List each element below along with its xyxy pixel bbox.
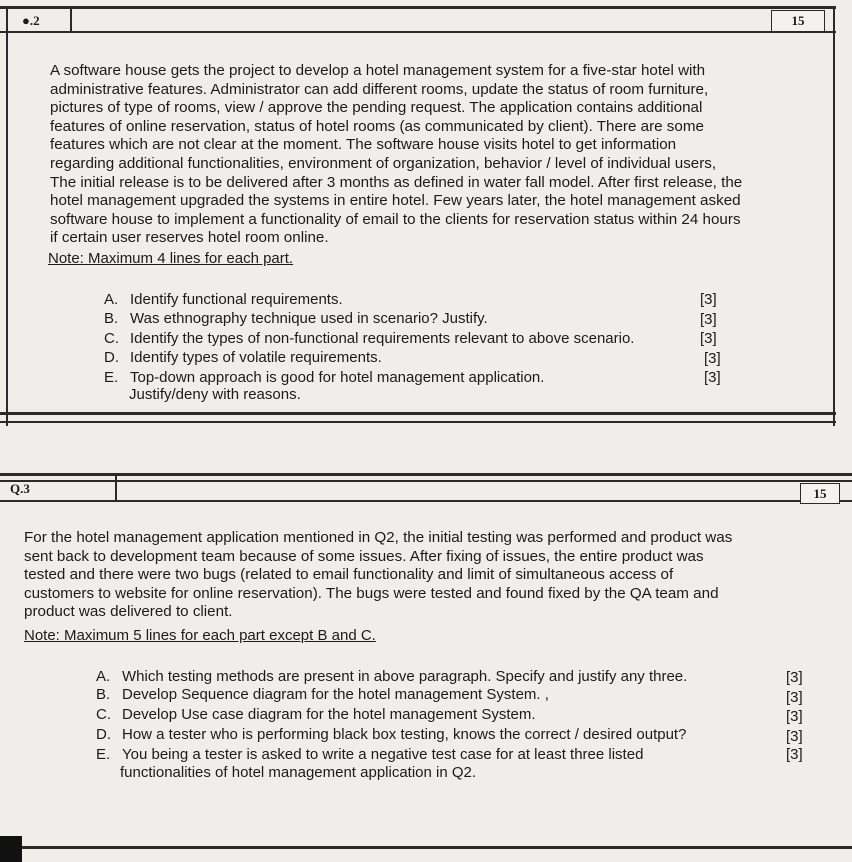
q3-part-b-text: Develop Sequence diagram for the hotel management System. , — [122, 686, 549, 703]
q2-part-b — [104, 310, 488, 327]
q3-part-d-text: How a tester who is performing black box testing, knows the correct / desired output? — [122, 726, 687, 743]
q2-note: Note: Maximum 4 lines for each part. — [48, 250, 294, 267]
q2-line-6: regarding additional functionalities, environment of organization, behavior / level of individual users, — [50, 154, 717, 172]
q2-right-border — [833, 6, 835, 426]
q2-part-d-letter: D. — [104, 349, 119, 366]
q3-part-c-mark: [3] — [786, 708, 803, 725]
q3-part-c-letter: C. — [96, 706, 111, 723]
q3-part-e — [96, 746, 643, 763]
q2-top-border — [0, 6, 836, 9]
q3-line-5: product was delivered to client. — [24, 603, 233, 621]
q3-bottom-border — [0, 846, 852, 849]
q3-line-1: For the hotel management application mentioned in Q2, the initial testing was performed and product was — [24, 529, 733, 546]
q2-part-e-letter: E. — [104, 369, 119, 386]
q3-marks: 15 — [800, 483, 840, 504]
q3-part-b-letter: B. — [96, 686, 111, 703]
q2-left-border — [6, 6, 8, 426]
q3-part-a-text: Which testing methods are present in above paragraph. Specify and justify any three. — [122, 668, 688, 685]
q2-line-3: pictures of type of rooms, view / approve the pending request. The application contains additional — [50, 99, 703, 117]
q3-part-d — [96, 726, 686, 743]
q2-marks: 15 — [771, 10, 825, 32]
q2-part-d-mark: [3] — [704, 350, 721, 367]
q2-line-7: The initial release is to be delivered after 3 months as defined in water fall model. After first release, the — [50, 173, 743, 191]
q2-line-9: software house to implement a functionality of email to the clients for reservation status within 24 hours — [50, 210, 741, 228]
q2-part-c-letter: C. — [104, 330, 119, 347]
q2-line-4: features of online reservation, status of hotel rooms (as communicated by client). There are some — [50, 117, 704, 135]
q2-bottom-border — [0, 412, 836, 415]
q2-bottom-border-2 — [0, 421, 836, 423]
q3-scenario — [24, 529, 832, 622]
q3-part-d-mark: [3] — [786, 728, 803, 745]
q3-part-d-letter: D. — [96, 726, 111, 743]
q2-scenario — [50, 62, 822, 248]
q2-part-c — [104, 330, 634, 347]
q3-part-c-text: Develop Use case diagram for the hotel management System. — [122, 706, 536, 723]
q3-part-b-mark: [3] — [786, 689, 803, 706]
q3-part-a-letter: A. — [96, 668, 111, 685]
q2-part-e — [104, 369, 544, 386]
q2-line-2: administrative features. Administrator can add different rooms, update the status of room furniture, — [50, 80, 709, 98]
q2-line-8: hotel management upgraded the systems in entire hotel. Few years later, the hotel management asked — [50, 192, 741, 210]
q2-part-a-text: Identify functional requirements. — [130, 291, 343, 308]
q2-label-divider — [70, 8, 72, 32]
q3-note: Note: Maximum 5 lines for each part except B and C. — [24, 627, 376, 644]
q2-line-1: A software house gets the project to develop a hotel management system for a five-star hotel with — [50, 62, 706, 79]
q3-part-a-mark: [3] — [786, 669, 803, 686]
q2-part-b-letter: B. — [104, 310, 119, 327]
q2-header-bottom-border — [0, 31, 836, 33]
q2-part-a-letter: A. — [104, 291, 119, 308]
q2-part-e-text: Top-down approach is good for hotel management application. — [130, 369, 545, 386]
q2-part-a-mark: [3] — [700, 291, 717, 308]
q3-part-a — [96, 668, 687, 685]
q3-part-e-text: You being a tester is asked to write a negative test case for at least three listed — [122, 746, 644, 763]
q3-label: Q.3 — [10, 481, 30, 496]
q3-line-2: sent back to development team because of some issues. After fixing of issues, the entire product was — [24, 547, 704, 565]
q2-part-a — [104, 291, 343, 308]
q3-part-c — [96, 706, 536, 723]
q3-part-b — [96, 686, 549, 703]
q2-part-e-mark: [3] — [704, 369, 721, 386]
q2-part-c-mark: [3] — [700, 330, 717, 347]
q2-part-d — [104, 349, 382, 366]
q3-label-divider — [115, 476, 117, 500]
q3-line-4: customers to website for online reservation). The bugs were tested and found fixed by the QA team and — [24, 584, 719, 602]
q2-label: ●.2 — [22, 13, 40, 28]
q3-line-3: tested and there were two bugs (related to email functionality and limit of simultaneous access of — [24, 566, 674, 584]
q2-part-b-text: Was ethnography technique used in scenario? Justify. — [130, 310, 488, 327]
q3-label-row-border — [0, 480, 852, 482]
q2-part-b-mark: [3] — [700, 311, 717, 328]
q3-part-e-continuation: functionalities of hotel management application in Q2. — [120, 764, 477, 781]
q2-part-c-text: Identify the types of non-functional requirements relevant to above scenario. — [130, 330, 635, 347]
q2-line-10: if certain user reserves hotel room online. — [50, 229, 329, 247]
q3-part-e-mark: [3] — [786, 746, 803, 763]
q3-top-border — [0, 473, 852, 476]
q2-line-5: features which are not clear at the moment. The software house visits hotel to get information — [50, 136, 677, 154]
q2-part-e-continuation: Justify/deny with reasons. — [129, 386, 301, 403]
q3-header-bottom-border — [0, 500, 852, 502]
q3-part-e-letter: E. — [96, 746, 111, 763]
q2-part-d-text: Identify types of volatile requirements. — [130, 349, 382, 366]
corner-mark — [0, 836, 22, 862]
